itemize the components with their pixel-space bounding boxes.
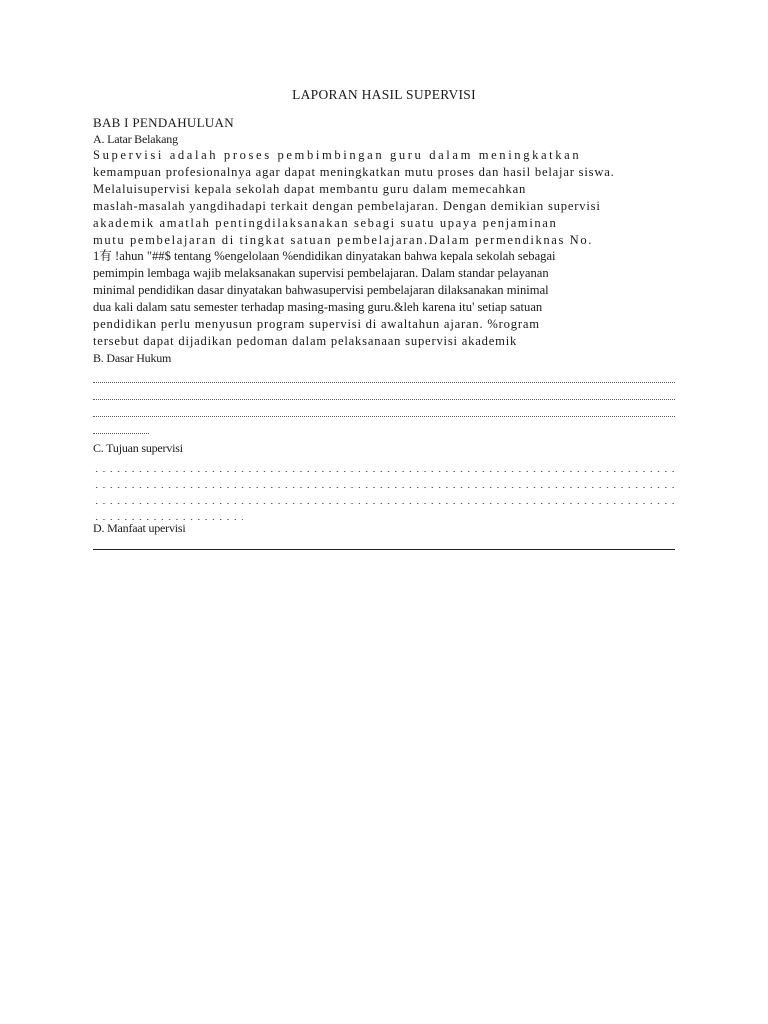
paragraph-line: akademik amatlah pentingdilaksanakan sebagi suatu upaya penjaminan [93, 215, 558, 230]
dotted-fill-line-short [93, 419, 149, 434]
horizontal-rule [93, 549, 675, 550]
paragraph-line: maslah-masalah yangdihadapi terkait dengan pembelajaran. Dengan demikian supervisi [93, 198, 601, 213]
document-body [93, 114, 675, 550]
paragraph-line: dua kali dalam satu semester terhadap masing-masing guru.&leh karena itu' setiap satuan [93, 300, 543, 315]
document-title: LAPORAN HASIL SUPERVISI [292, 87, 476, 102]
dotted-fill-line [93, 456, 675, 472]
paragraph-line: pemimpin lembaga wajib melaksanakan supervisi pembelajaran. Dalam standar pelayanan [93, 266, 549, 281]
paragraph-line: Supervisi adalah proses pembimbingan guru dalam meningkatkan [93, 148, 582, 162]
dotted-fill-line [93, 402, 675, 417]
paragraph-line: pendidikan perlu menyusun program supervisi di awaltahun ajaran. %rogram [93, 317, 540, 332]
chapter-heading: BAB I PENDAHULUAN [93, 115, 234, 130]
paragraph-line: kemampuan profesionalnya agar dapat meningkatkan mutu proses dan hasil belajar siswa. [93, 164, 615, 179]
dotted-fill-line [93, 488, 675, 504]
background-paragraph [93, 147, 675, 350]
paragraph-line: minimal pendidikan dasar dinyatakan bahwasupervisi pembelajaran dilaksanakan minimal [93, 283, 549, 298]
dotted-fill-line [93, 385, 675, 400]
dotted-fill-line [93, 368, 675, 383]
paragraph-line: tersebut dapat dijadikan pedoman dalam pelaksanaan supervisi akademik [93, 333, 518, 348]
section-d-heading: D. Manfaat upervisi [93, 520, 186, 535]
section-c-heading: C. Tujuan supervisi [93, 440, 183, 455]
paragraph-line: 1有 !ahun "##$ tentang %engelolaan %endidikan dinyatakan bahwa kepala sekolah sebagai [93, 249, 556, 264]
dotted-fill-line-short [93, 504, 243, 520]
section-a-heading: A. Latar Belakang [93, 132, 178, 146]
paragraph-line: mutu pembelajaran di tingkat satuan pembelajaran.Dalam permendiknas No. [93, 232, 594, 247]
dasar-hukum-fill-lines [93, 368, 675, 434]
paragraph-line: Melaluisupervisi kepala sekolah dapat membantu guru dalam memecahkan [93, 181, 527, 196]
dotted-fill-line [93, 472, 675, 488]
tujuan-fill-lines [93, 456, 675, 520]
section-b-heading: B. Dasar Hukum [93, 350, 172, 365]
